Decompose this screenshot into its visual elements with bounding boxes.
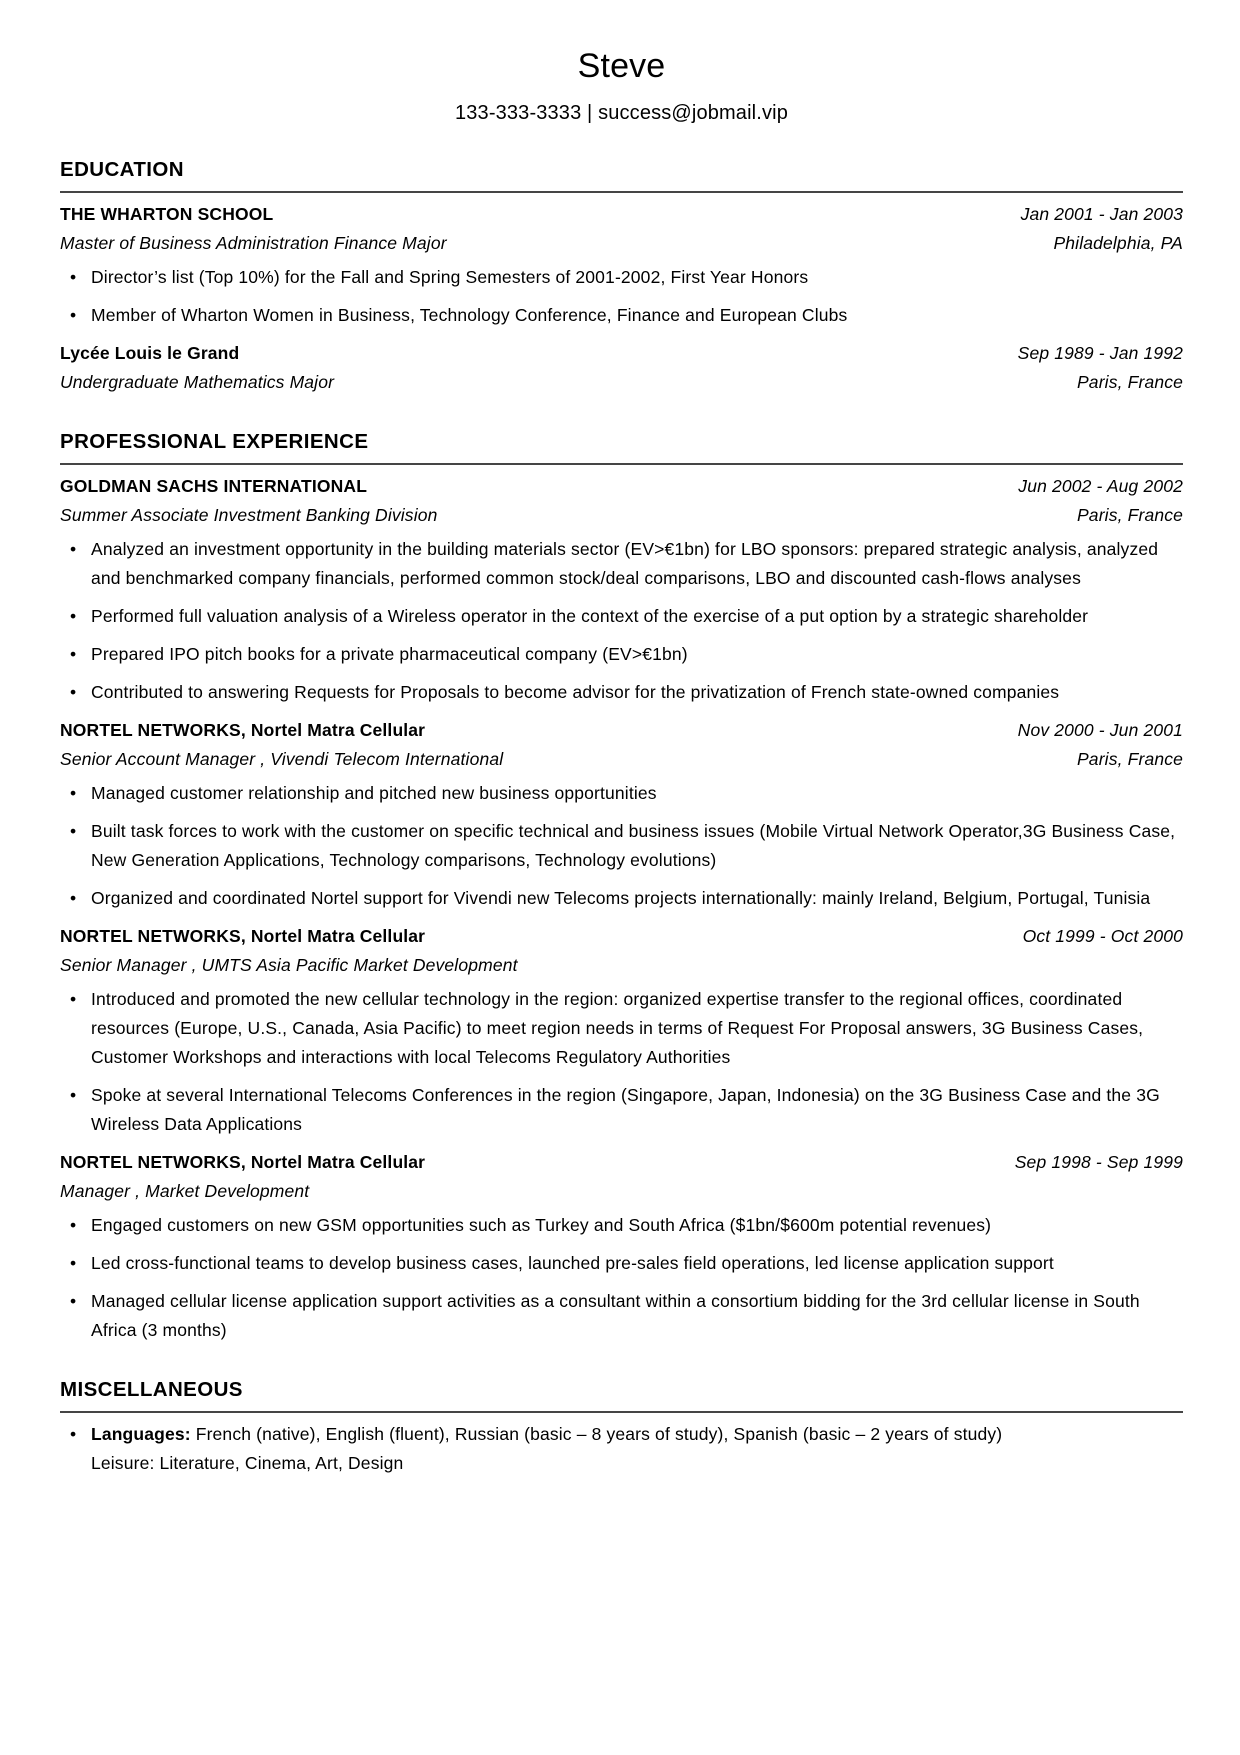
entry-header-row [60,716,1183,745]
entry-header-row [60,1148,1183,1177]
miscellaneous-entry [60,1420,1183,1478]
bullet-list [60,985,1183,1139]
entry-header-row [60,200,1183,229]
languages-bullet [60,1420,1183,1478]
job-title: Manager , Market Development [60,1181,310,1202]
school-name: Lycée Louis le Grand [60,343,240,364]
experience-entry-nortel-3 [60,1148,1183,1345]
bullet-item: • Analyzed an investment opportunity in the building materials sector (EV>€1bn) for LBO sponsors: prepared strategic analysis, analyzed and benchmarked company financials, performed common stock/deal comparisons, LBO and discounted cash-flows analyses [60,535,1183,593]
company-name: NORTEL NETWORKS, Nortel Matra Cellular [60,926,426,947]
bullet-item: • Led cross-functional teams to develop business cases, launched pre-sales field operations, led license application support [60,1249,1183,1278]
bullet-list [60,263,1183,330]
section-title-miscellaneous: MISCELLANEOUS [60,1378,1183,1413]
bullet-item: • Built task forces to work with the customer on specific technical and business issues (Mobile Virtual Network Operator,3G Business Case, New Generation Applications, Technology comparisons, Technology evolutions) [60,817,1183,875]
entry-subheader-row [60,1177,1183,1206]
bullet-item: • Introduced and promoted the new cellular technology in the region: organized expertise transfer to the regional offices, coordinated resources (Europe, U.S., Canada, Asia Pacific) to meet region needs in terms of Request For Proposal answers, 3G Business Cases, Customer Workshops and interactions with local Telecoms Regulatory Authorities [60,985,1183,1072]
bullet-item: • Prepared IPO pitch books for a private pharmaceutical company (EV>€1bn) [60,640,1183,669]
bullet-item: • Organized and coordinated Nortel support for Vivendi new Telecoms projects internationally: mainly Ireland, Belgium, Portugal, Tunisia [60,884,1183,913]
entry-subheader-row [60,229,1183,258]
bullet-item: • Managed customer relationship and pitched new business opportunities [60,779,1183,808]
job-title: Senior Account Manager , Vivendi Telecom International [60,749,504,770]
company-name: NORTEL NETWORKS, Nortel Matra Cellular [60,1152,426,1173]
entry-subheader-row [60,745,1183,774]
bullet-list [60,535,1183,707]
entry-location: Philadelphia, PA [1053,233,1183,254]
experience-entry-goldman [60,472,1183,707]
experience-entry-nortel-1 [60,716,1183,913]
school-name: THE WHARTON SCHOOL [60,204,274,225]
entry-location: Paris, France [1076,372,1183,393]
languages-text: French (native), English (fluent), Russian (basic – 8 years of study), Spanish (basic – 2 years of study) [190,1424,1003,1445]
bullet-item: • Managed cellular license application support activities as a consultant within a consortium bidding for the 3rd cellular license in South Africa (3 months) [60,1287,1183,1345]
bullet-list [60,779,1183,913]
bullet-item: • Performed full valuation analysis of a Wireless operator in the context of the exercise of a put option by a strategic shareholder [60,602,1183,631]
entry-dates: Jan 2001 - Jan 2003 [1020,204,1183,225]
section-experience [60,430,1183,1345]
entry-dates: Jun 2002 - Aug 2002 [1018,476,1183,497]
bullet-list [60,1420,1183,1478]
entry-header-row [60,472,1183,501]
education-entry-wharton [60,200,1183,330]
entry-dates: Nov 2000 - Jun 2001 [1017,720,1183,741]
person-name: Steve [577,47,666,85]
bullet-list [60,1211,1183,1345]
section-education [60,158,1183,397]
entry-subheader-row [60,951,1183,980]
contact-line: 133-333-3333 | success@jobmail.vip [455,102,788,125]
entry-location: Paris, France [1076,505,1183,526]
section-miscellaneous [60,1378,1183,1478]
entry-dates: Sep 1989 - Jan 1992 [1017,343,1183,364]
entry-dates: Oct 1999 - Oct 2000 [1022,926,1183,947]
languages-label: Languages: [91,1424,191,1445]
company-name: NORTEL NETWORKS, Nortel Matra Cellular [60,720,426,741]
degree-name: Undergraduate Mathematics Major [60,372,335,393]
bullet-item: • Engaged customers on new GSM opportunities such as Turkey and South Africa ($1bn/$600m potential revenues) [60,1211,1183,1240]
entry-dates: Sep 1998 - Sep 1999 [1014,1152,1183,1173]
bullet-item: • Spoke at several International Telecoms Conferences in the region (Singapore, Japan, Indonesia) on the 3G Business Case and the 3G Wireless Data Applications [60,1081,1183,1139]
company-name: GOLDMAN SACHS INTERNATIONAL [60,476,368,497]
leisure-line: Leisure: Literature, Cinema, Art, Design [91,1453,404,1474]
entry-subheader-row [60,368,1183,397]
entry-header-row [60,339,1183,368]
experience-entry-nortel-2 [60,922,1183,1139]
entry-subheader-row [60,501,1183,530]
section-title-education: EDUCATION [60,158,1183,193]
education-entry-lycee [60,339,1183,397]
bullet-item: • Member of Wharton Women in Business, Technology Conference, Finance and European Clubs [60,301,1183,330]
job-title: Summer Associate Investment Banking Division [60,505,438,526]
entry-location: Paris, France [1076,749,1183,770]
entry-header-row [60,922,1183,951]
degree-name: Master of Business Administration Finance Major [60,233,447,254]
section-title-experience: PROFESSIONAL EXPERIENCE [60,430,1183,465]
bullet-item: • Contributed to answering Requests for Proposals to become advisor for the privatization of French state-owned companies [60,678,1183,707]
bullet-item: • Director’s list (Top 10%) for the Fall and Spring Semesters of 2001-2002, First Year Honors [60,263,1183,292]
job-title: Senior Manager , UMTS Asia Pacific Market Development [60,955,518,976]
